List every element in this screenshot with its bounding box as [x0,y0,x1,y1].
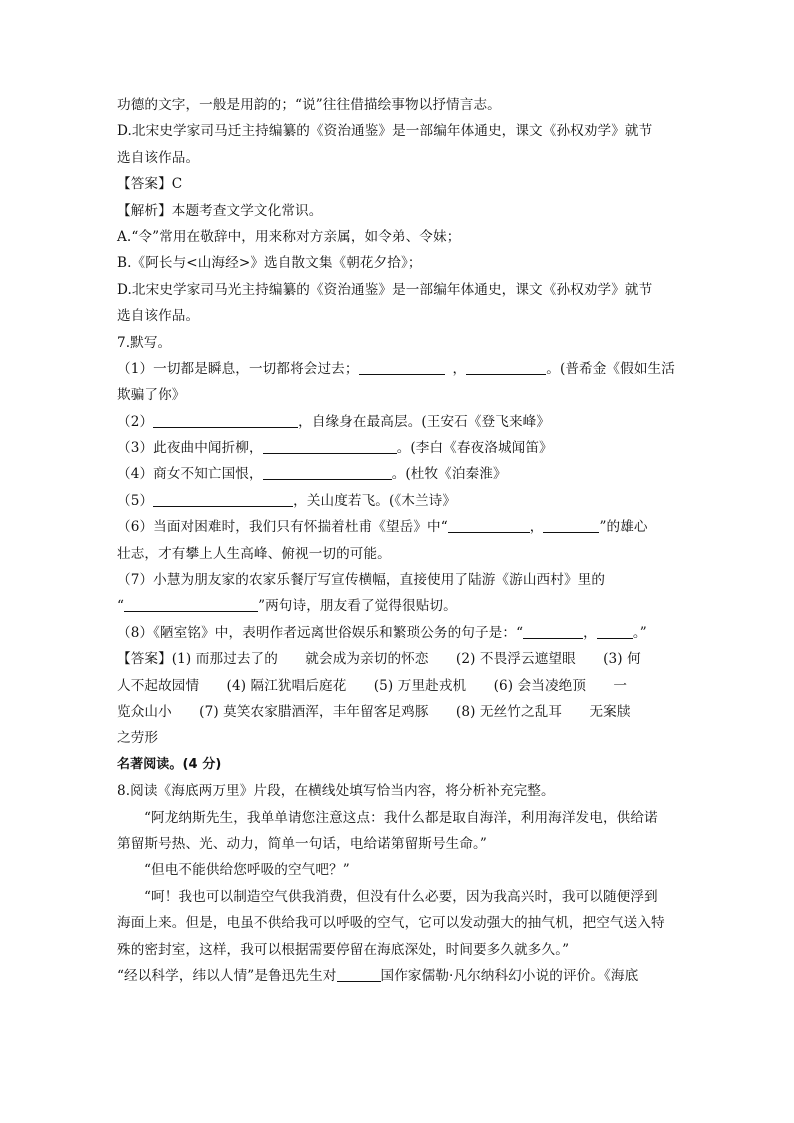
answer-blank[interactable] [263,438,397,454]
q7-quote-open: “ [117,598,125,615]
answer-blank[interactable] [153,491,293,507]
q2-text: （2） [117,413,154,430]
answer-line: 人不起故园情 (4) 隔江犹唱后庭花 (5) 万里赴戎机 (6) 会当凌绝顶 一 [117,677,628,694]
question-7-cont [117,593,679,619]
document-page [117,92,679,989]
answer-line: 【答案】(1) 而那过去了的 就会成为亲切的怀恋 (2) 不畏浮云遮望眼 (3) 何 [117,651,641,668]
q4-source: 。(杜牧《泊秦淮》 [391,466,507,483]
question-7: （7）小慧为朋友家的农家乐餐厅写宣传横幅，直接使用了陆游《游山西村》里的 [117,572,606,589]
section-heading: 名著阅读。(4 分) [117,756,222,772]
answer-blank[interactable] [124,596,258,612]
answer-blank[interactable] [337,966,381,982]
answer-blank[interactable] [153,412,298,428]
question-4 [117,461,679,487]
answer-line: 【答案】C [117,176,183,193]
passage-line: 第留斯号热、光、动力，简单一句话，电给诺第留斯号生命。” [117,835,487,852]
answer-blank[interactable] [448,517,530,533]
q5-text: （5） [117,492,154,509]
q4-text: （4）商女不知亡国恨， [117,466,263,483]
passage-line: “但电不能供给您呼吸的空气吧？” [144,862,350,879]
answer-blank[interactable] [597,623,633,639]
text-line: 功德的文字，一般是用韵的；“说”往往借描绘事物以抒情言志。 [117,97,501,113]
q7-end: ”两句诗，朋友看了觉得很贴切。 [258,598,457,615]
reading-question: 8.阅读《海底两万里》片段，在横线处填写恰当内容，将分析补充完整。 [117,783,555,800]
answer-blank[interactable] [359,359,445,375]
passage-line: “阿龙纳斯先生，我单单请您注意这点：我什么都是取自海洋，利用海洋发电，供给诺 [144,809,658,826]
text-line: 选自该作品。 [117,149,200,166]
question-5 [117,488,679,514]
q8-end: 。” [632,624,647,641]
q6-end: ”的雄心 [599,519,648,536]
answer-line: 之劳形 [117,730,159,747]
q6-text: （6）当面对困难时，我们只有怀揣着杜甫《望岳》中“ [117,519,448,536]
answer-blank[interactable] [466,359,546,375]
question-2 [117,409,679,435]
q8-text: （8）《陋室铭》中，表明作者远离世俗娱乐和繁琐公务的句子是：“ [117,624,524,641]
analysis-text-end: 国作家儒勒·凡尔纳科幻小说的评价。《海底 [380,967,639,984]
question-8 [117,620,679,646]
passage-line: “呵！我也可以制造空气供我消费，但没有什么必要，因为我高兴时，我可以随便浮到 [144,888,658,905]
text-line: B.《阿长与<山海经>》选自散文集《朝花夕拾》； [117,255,422,272]
q3-source: 。(李白《春夜洛城闻笛》 [396,440,553,457]
q6-sep: ， [529,519,544,536]
passage-line: 殊的密封室，这样，我可以根据需要停留在海底深处，时间要多久就多久。” [117,941,570,958]
question-title: 7.默写。 [117,334,172,351]
text-line: D.北宋史学家司马迁主持编纂的《资治通鉴》是一部编年体通史，课文《孙权劝学》就节 [117,123,653,140]
question-6-cont: 壮志，才有攀上人生高峰、俯视一切的可能。 [117,545,391,562]
question-3 [117,435,679,461]
answer-line: 览众山小 (7) 莫笑农家腊酒浑，丰年留客足鸡豚 (8) 无丝竹之乱耳 无案牍 [117,703,631,720]
text-line: 选自该作品。 [117,308,200,325]
answer-blank[interactable] [263,464,392,480]
question-1 [117,356,679,382]
q5-source: ，关山度若飞。(《木兰诗》 [293,492,457,509]
text-line: D.北宋史学家司马光主持编纂的《资治通鉴》是一部编年体通史，课文《孙权劝学》就节 [117,281,653,298]
q1-sep: ， [452,360,467,377]
answer-blank[interactable] [523,623,583,639]
q3-text: （3）此夜曲中闻折柳， [117,440,263,457]
analysis-text: “经以科学，纬以人情”是鲁迅先生对 [117,967,337,984]
analysis-line [117,963,679,989]
q1-source: 。(普希金《假如生活 [546,360,675,377]
text-line: A.“令”常用在敬辞中，用来称对方亲属，如令弟、令妹； [117,228,461,245]
analysis-line: 【解析】本题考查文学文化常识。 [117,202,323,219]
question-6 [117,514,679,540]
q2-source: ，自缘身在最高层。(王安石《登飞来峰》 [298,413,551,430]
q1-text: （1）一切都是瞬息，一切都将会过去； [117,360,359,377]
q8-sep: ， [583,624,597,641]
answer-blank[interactable] [543,517,599,533]
question-1-cont: 欺骗了你》 [117,387,186,404]
passage-line: 海面上来。但是，电虽不供给我可以呼吸的空气，它可以发动强大的抽气机，把空气送入特 [117,915,665,932]
